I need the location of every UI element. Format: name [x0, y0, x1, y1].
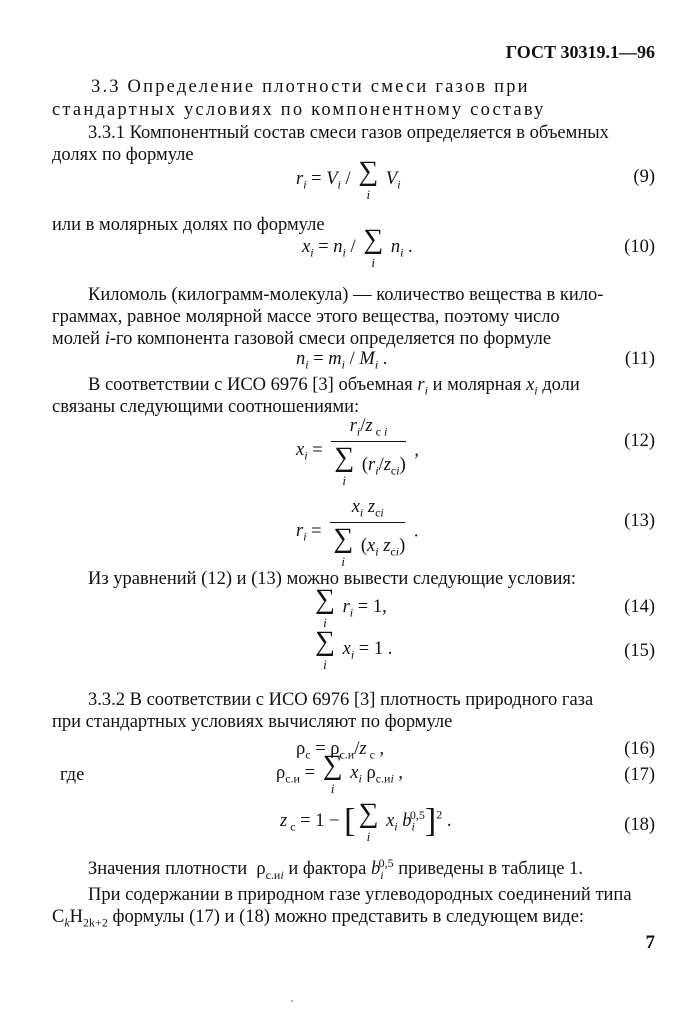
sum-symbol: ∑ i	[363, 224, 384, 270]
sum-symbol: ∑ i	[315, 626, 335, 672]
iso-line2: связаны следующими соотношениями:	[52, 397, 360, 417]
equation-number-17: (17)	[624, 765, 655, 785]
p331-or-text: или в молярных долях по формуле	[52, 215, 325, 235]
equation-number-9: (9)	[633, 167, 655, 187]
p332-line2: при стандартных условиях вычисляют по формуле	[52, 712, 453, 732]
standard-header: ГОСТ 30319.1—96	[505, 42, 655, 62]
kmol-line2: граммах, равное молярной массе этого вещества, поэтому число	[52, 307, 560, 327]
equation-13: $r_i$ = $x_i$ $z_{ci}$ ∑ i ($x_i$ $z_{ci}$) .	[296, 497, 419, 570]
equation-number-10: (10)	[624, 237, 655, 257]
page-number: 7	[645, 932, 655, 953]
equation-number-11: (11)	[624, 349, 655, 369]
derive-text: Из уравнений (12) и (13) можно вывести следующие условия:	[88, 569, 577, 589]
equation-number-14: (14)	[624, 597, 655, 617]
equation-15: ∑ i $x_i = 1$ .	[315, 626, 393, 672]
equation-10: $x_i = n_i$ / ∑ i $n_i$ .	[302, 224, 413, 270]
equation-18: z $_с$ = 1 − [ ∑ i $x_i$ $b_i^{0,5}]^2$ .	[280, 798, 452, 844]
kmol-line3: молей i-го компонента газовой смеси определяется по формуле	[52, 329, 552, 349]
hc-line2: $C_kH_{2k+2}$ формулы (17) и (18) можно представить в следующем виде:	[52, 907, 585, 930]
p331-line2: долях по формуле	[52, 145, 194, 165]
equation-number-12: (12)	[624, 431, 655, 451]
equation-number-16: (16)	[624, 739, 655, 759]
p331-line1: 3.3.1 Компонентный состав смеси газов определяется в объемных	[88, 123, 609, 143]
equation-11: $n_i = m_i / M_i$ .	[296, 349, 388, 372]
equation-9: $r_i = V_i$ / ∑ i $V_i$	[296, 156, 401, 202]
equation-12: $x_i$ = $r_i/z$ $_{c i}$ ∑ i $(r_i/z_{ci})$ ,	[296, 416, 419, 489]
equation-14: ∑ i $r_i = 1$,	[315, 584, 387, 630]
iso-line1: В соответствии с ИСО 6976 [3] объемная $r_i$ и молярная $x_i$ доли	[88, 375, 580, 398]
scan-speck	[291, 1000, 293, 1002]
p332-line1: 3.3.2 В соответствии с ИСО 6976 [3] плотность природного газа	[88, 690, 594, 710]
section-title-line1: 3.3 Определение плотности смеси газов при	[91, 77, 530, 97]
equation-number-15: (15)	[624, 641, 655, 661]
sum-symbol: ∑ i	[334, 442, 355, 489]
equation-17: $\rho_{с.и}$ = ∑ i $x_i$ $\rho_{с.иi}$ ,	[276, 750, 404, 796]
sum-symbol: ∑ i	[358, 156, 379, 202]
sum-symbol: ∑ i	[315, 584, 335, 630]
sum-symbol: ∑ i	[322, 750, 343, 796]
equation-number-18: (18)	[624, 815, 655, 835]
section-title-line2: стандартных условиях по компонентному составу	[52, 100, 546, 120]
equation-16: $\rho_с = \rho_{с.и}/z$ $_с$ ,	[296, 739, 385, 762]
where-label: где	[60, 765, 85, 785]
kmol-line1: Киломоль (килограмм-молекула) — количество вещества в кило-	[88, 285, 604, 305]
sum-symbol: ∑ i	[358, 798, 379, 844]
values-text: Значения плотности $\rho_{с.иi}$ и фактора $b_i^{0,5}$ приведены в таблице 1.	[88, 856, 584, 882]
hc-line1: При содержании в природном газе углеводородных соединений типа	[88, 885, 632, 905]
sum-symbol: ∑ i	[333, 523, 354, 570]
equation-number-13: (13)	[624, 511, 655, 531]
